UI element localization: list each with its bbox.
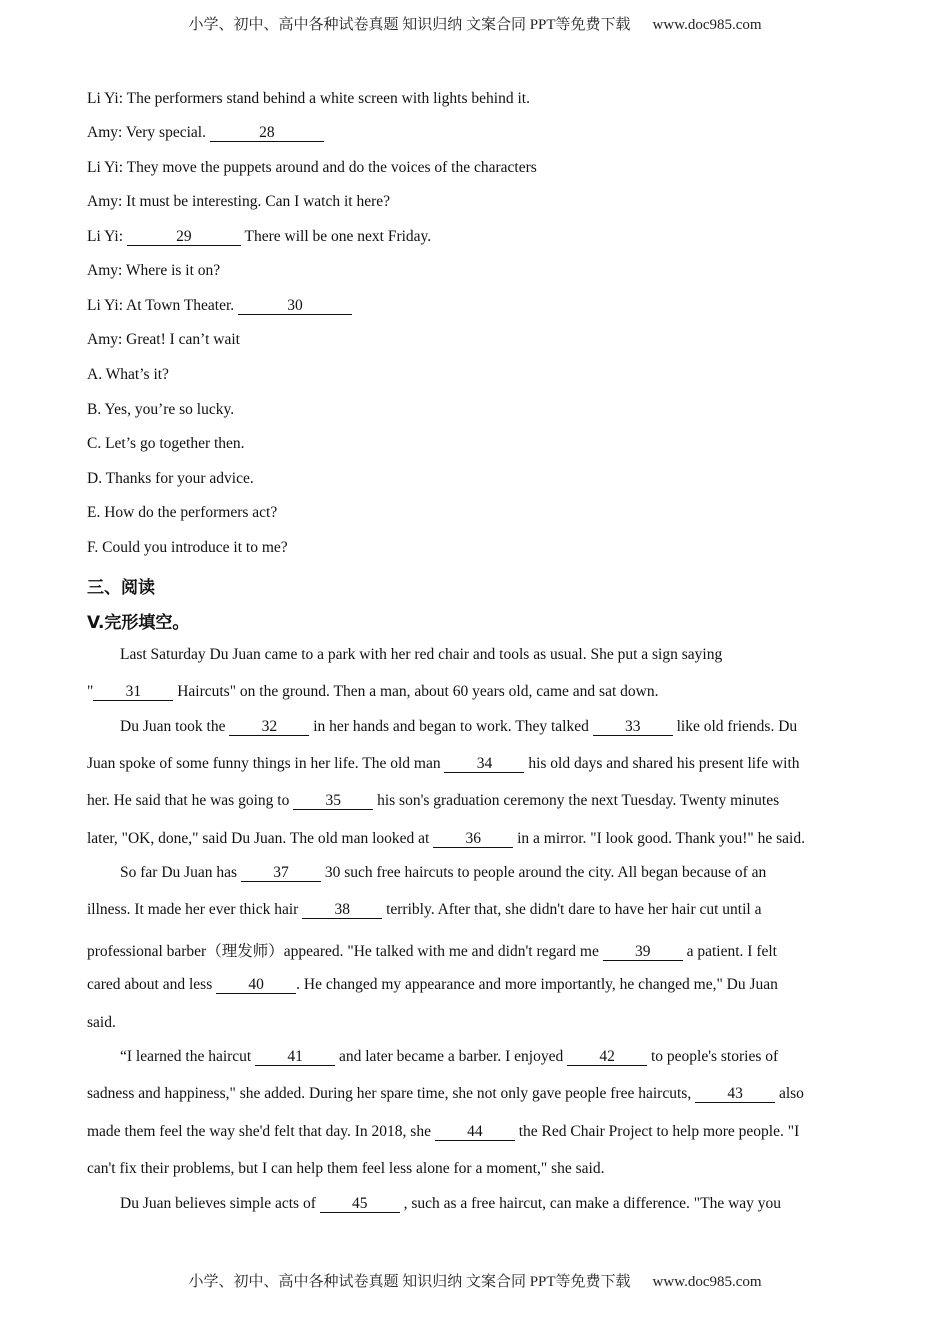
option-f: F. Could you introduce it to me? — [87, 539, 288, 556]
blank-31: 31 — [93, 684, 173, 701]
option-b: B. Yes, you’re so lucky. — [87, 401, 235, 418]
passage-line: made them feel the way she'd felt that day. In 2018, she 44 the Red Chair Project to help more people. "I — [87, 1123, 800, 1140]
blank-28: 28 — [210, 125, 324, 142]
passage-line: cared about and less 40 . He changed my appearance and more importantly, he changed me," Du Juan — [87, 976, 778, 993]
passage-line: Du Juan took the 32 in her hands and began to work. They talked 33 like old friends. Du — [120, 718, 798, 735]
blank-39: 39 — [603, 944, 683, 961]
blank-45: 45 — [320, 1196, 400, 1213]
blank-33: 33 — [593, 719, 673, 736]
blank-42: 42 — [567, 1049, 647, 1066]
blank-40: 40 — [216, 977, 296, 994]
dialogue-line: Li Yi: At Town Theater. 30 — [87, 297, 352, 315]
dialogue-line: Li Yi: 29 There will be one next Friday. — [87, 228, 432, 245]
blank-44: 44 — [435, 1124, 515, 1141]
option-e: E. How do the performers act? — [87, 504, 278, 521]
section-subtitle: V.完形填空。 — [87, 613, 190, 633]
footer-site-link[interactable]: www.doc985.com — [652, 1274, 762, 1290]
passage-line: illness. It made her ever thick hair 38 terribly. After that, she didn't dare to have her hair cut until a — [87, 901, 762, 918]
dialogue-line: Amy: It must be interesting. Can I watch it here? — [87, 193, 391, 210]
page-header — [0, 13, 950, 34]
blank-43: 43 — [695, 1086, 775, 1103]
blank-29: 29 — [127, 229, 241, 246]
blank-30: 30 — [238, 298, 352, 315]
blank-41: 41 — [255, 1049, 335, 1066]
blank-36: 36 — [433, 831, 513, 848]
blank-38: 38 — [302, 902, 382, 919]
blank-34: 34 — [444, 756, 524, 773]
option-a: A. What’s it? — [87, 366, 169, 383]
passage-line: later, "OK, done," said Du Juan. The old man looked at 36 in a mirror. "I look good. Thank you!" he said. — [87, 830, 805, 847]
dialogue-line: Li Yi: The performers stand behind a white screen with lights behind it. — [87, 90, 530, 107]
passage-line: " 31 Haircuts" on the ground. Then a man, about 60 years old, came and sat down. — [87, 683, 659, 700]
blank-32: 32 — [229, 719, 309, 736]
dialogue-line: Amy: Very special. 28 — [87, 124, 324, 142]
passage-line: said. — [87, 1014, 116, 1031]
page-footer — [0, 1270, 950, 1291]
passage-line: Last Saturday Du Juan came to a park with her red chair and tools as usual. She put a sign saying — [120, 646, 723, 663]
passage-line: So far Du Juan has 37 30 such free haircuts to people around the city. All began because of an — [120, 864, 767, 881]
footer-text: 小学、初中、高中各种试卷真题 知识归纳 文案合同 PPT等免费下载 — [188, 1274, 631, 1290]
passage-line: professional barber（理发师）appeared. "He talked with me and didn't regard me 39 a patient. I felt — [87, 943, 777, 960]
passage-line: can't fix their problems, but I can help them feel less alone for a moment," she said. — [87, 1160, 605, 1177]
header-text: 小学、初中、高中各种试卷真题 知识归纳 文案合同 PPT等免费下载 — [188, 17, 631, 33]
passage-line: Du Juan believes simple acts of 45 , such as a free haircut, can make a difference. "The way you — [120, 1195, 782, 1212]
dialogue-line: Amy: Great! I can’t wait — [87, 331, 240, 348]
blank-35: 35 — [293, 793, 373, 810]
section-title: 三、阅读 — [87, 578, 155, 598]
option-c: C. Let’s go together then. — [87, 435, 245, 452]
header-site-link[interactable]: www.doc985.com — [652, 17, 762, 33]
passage-line: Juan spoke of some funny things in her life. The old man 34 his old days and shared his present life with — [87, 755, 800, 772]
dialogue-line: Amy: Where is it on? — [87, 262, 221, 279]
passage-line: her. He said that he was going to 35 his son's graduation ceremony the next Tuesday. Twenty minutes — [87, 792, 780, 809]
passage-line: sadness and happiness," she added. During her spare time, she not only gave people free haircuts, 43 also — [87, 1085, 804, 1102]
passage-line: “I learned the haircut 41 and later became a barber. I enjoyed 42 to people's stories of — [120, 1048, 779, 1065]
option-d: D. Thanks for your advice. — [87, 470, 254, 487]
dialogue-line: Li Yi: They move the puppets around and do the voices of the characters — [87, 159, 537, 176]
blank-37: 37 — [241, 865, 321, 882]
